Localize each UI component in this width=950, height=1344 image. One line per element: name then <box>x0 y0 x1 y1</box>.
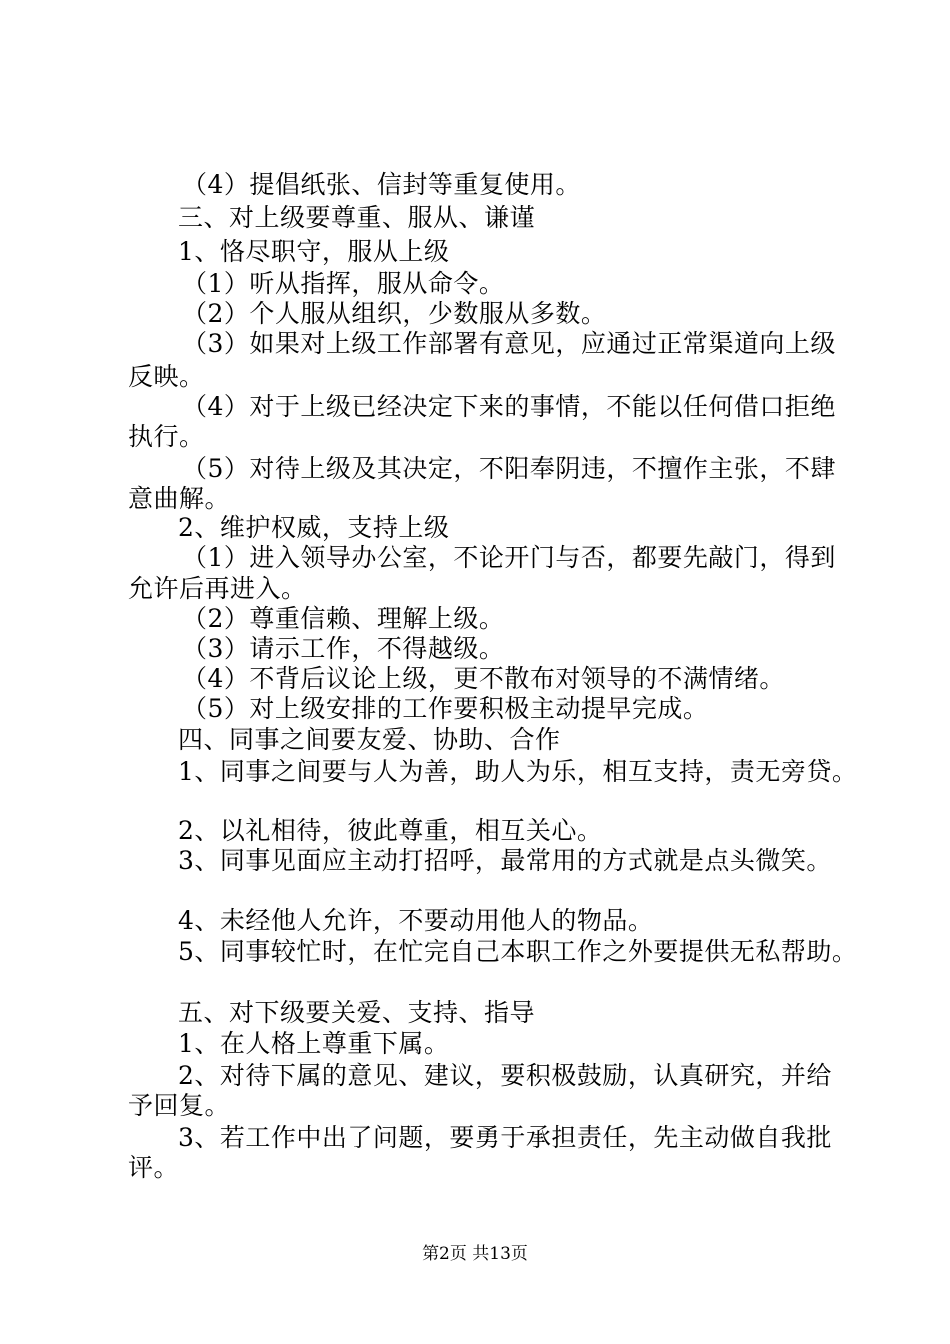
text-line: 予回复。 <box>128 1091 231 1120</box>
text-line: （2）个人服从组织，少数服从多数。 <box>182 299 607 328</box>
text-line: （4）不背后议论上级，更不散布对领导的不满情绪。 <box>182 664 785 693</box>
text-line: （5）对上级安排的工作要积极主动提早完成。 <box>182 694 709 723</box>
text-line: 5、同事较忙时，在忙完自己本职工作之外要提供无私帮助。 <box>178 937 858 966</box>
section-heading: 三、对上级要尊重、服从、谦谨 <box>178 203 536 232</box>
section-heading: 四、同事之间要友爱、协助、合作 <box>178 725 561 754</box>
text-line: 2、对待下属的意见、建议，要积极鼓励，认真研究，并给 <box>178 1061 832 1090</box>
text-line: （2）尊重信赖、理解上级。 <box>182 604 505 633</box>
text-line: （3）如果对上级工作部署有意见，应通过正常渠道向上级 <box>182 329 836 358</box>
text-line: （1）进入领导办公室，不论开门与否，都要先敲门，得到 <box>182 543 836 572</box>
text-line: 3、同事见面应主动打招呼，最常用的方式就是点头微笑。 <box>178 846 832 875</box>
text-line: 3、若工作中出了问题，要勇于承担责任，先主动做自我批 <box>178 1123 832 1152</box>
text-line: 1、在人格上尊重下属。 <box>178 1029 450 1058</box>
text-line: （4）对于上级已经决定下来的事情，不能以任何借口拒绝 <box>182 392 836 421</box>
text-line: 允许后再进入。 <box>128 574 307 603</box>
text-line: 1、同事之间要与人为善，助人为乐，相互支持，责无旁贷。 <box>178 757 858 786</box>
subsection-heading: 2、维护权威，支持上级 <box>178 513 450 542</box>
text-line: （3）请示工作，不得越级。 <box>182 634 505 663</box>
text-line: 意曲解。 <box>128 484 231 513</box>
page-footer: 第2页 共13页 <box>422 1244 528 1264</box>
text-line: （5）对待上级及其决定，不阳奉阴违，不擅作主张，不肆 <box>182 454 836 483</box>
text-line: 评。 <box>128 1153 180 1182</box>
section-heading: 五、对下级要关爱、支持、指导 <box>178 998 536 1027</box>
text-line: 4、未经他人允许，不要动用他人的物品。 <box>178 906 654 935</box>
text-line: 执行。 <box>128 422 205 451</box>
subsection-heading: 1、恪尽职守，服从上级 <box>178 237 450 266</box>
text-line: 反映。 <box>128 362 205 391</box>
text-line: （4）提倡纸张、信封等重复使用。 <box>182 170 581 199</box>
text-line: （1）听从指挥，服从命令。 <box>182 269 505 298</box>
text-line: 2、以礼相待，彼此尊重，相互关心。 <box>178 816 603 845</box>
